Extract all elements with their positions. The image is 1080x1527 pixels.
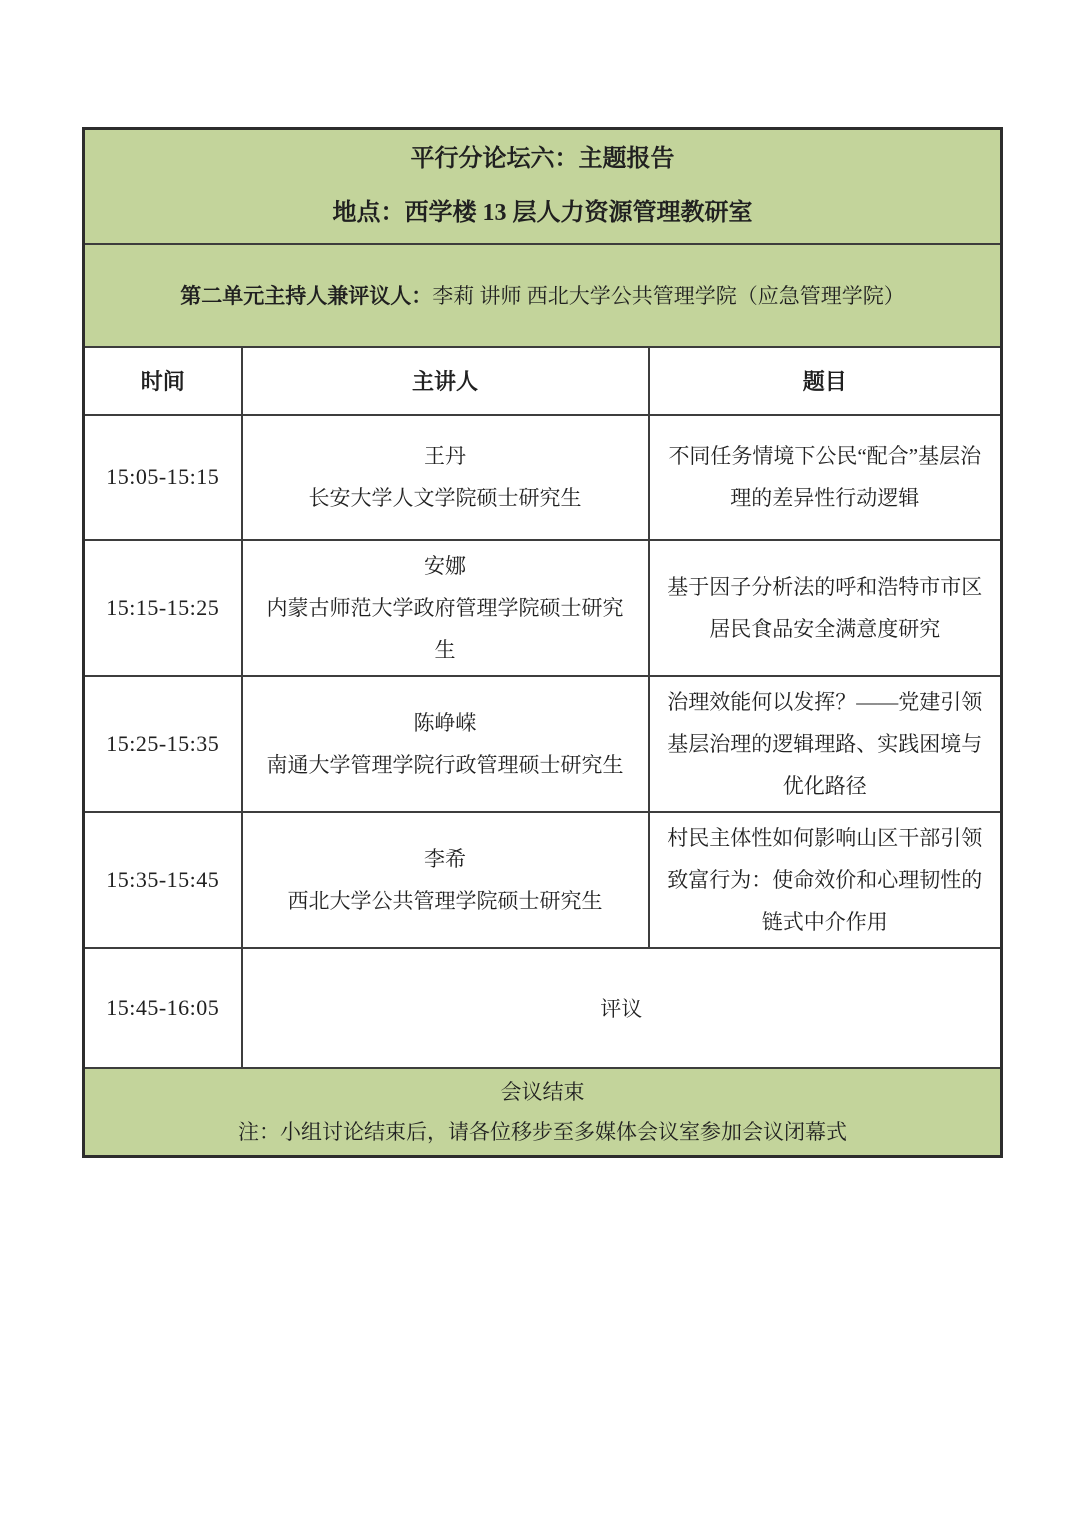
column-header-topic: 题目 [649,347,1002,415]
session-speaker [242,415,649,540]
speaker-affiliation: 内蒙古师范大学政府管理学院硕士研究生 [266,595,624,662]
footer-block [84,1068,1002,1157]
session-time: 15:45-16:05 [84,948,242,1068]
speaker-name: 陈峥嵘 [413,710,477,735]
session-speaker [242,540,649,676]
title-cell [84,129,1002,244]
moderator-label: 第二单元主持人兼评议人： [180,284,433,308]
moderator-block [84,244,1002,347]
speaker-name: 王丹 [424,444,466,468]
speaker-affiliation: 长安大学人文学院硕士研究生 [308,486,582,510]
footer-cell [84,1068,1002,1157]
speaker-affiliation: 南通大学管理学院行政管理硕士研究生 [266,752,624,777]
table-header-row [84,347,1002,415]
meeting-end-label: 会议结束 [500,1079,585,1104]
session-time: 15:15-15:25 [84,540,242,676]
schedule-table [82,127,1003,1158]
moderator-cell [84,244,1002,347]
speaker-name: 李希 [424,846,466,871]
column-header-time: 时间 [84,347,242,415]
session-speaker [242,676,649,812]
session-topic: 治理效能何以发挥？——党建引领基层治理的逻辑理路、实践困境与优化路径 [649,676,1002,812]
session-row [84,676,1002,812]
moderator-value: 李莉 讲师 西北大学公共管理学院（应急管理学院） [432,284,905,308]
speaker-name: 安娜 [424,553,466,578]
title-block [84,129,1002,244]
session-time: 15:25-15:35 [84,676,242,812]
session-time: 15:05-15:15 [84,415,242,540]
review-label: 评议 [242,948,1002,1068]
session-time: 15:35-15:45 [84,812,242,948]
session-topic: 村民主体性如何影响山区干部引领致富行为：使命效价和心理韧性的链式中介作用 [649,812,1002,948]
speaker-affiliation: 西北大学公共管理学院硕士研究生 [287,888,603,913]
session-row [84,812,1002,948]
footer-note: 注：小组讨论结束后，请各位移步至多媒体会议室参加会议闭幕式 [238,1119,848,1144]
session-speaker [242,812,649,948]
review-row [84,948,1002,1068]
forum-location: 地点：西学楼 13 层人力资源管理教研室 [332,200,753,227]
session-row [84,415,1002,540]
session-topic: 不同任务情境下公民“配合”基层治理的差异性行动逻辑 [649,415,1002,540]
session-topic: 基于因子分析法的呼和浩特市市区居民食品安全满意度研究 [649,540,1002,676]
session-row [84,540,1002,676]
forum-title: 平行分论坛六：主题报告 [410,146,675,173]
column-header-speaker: 主讲人 [242,347,649,415]
